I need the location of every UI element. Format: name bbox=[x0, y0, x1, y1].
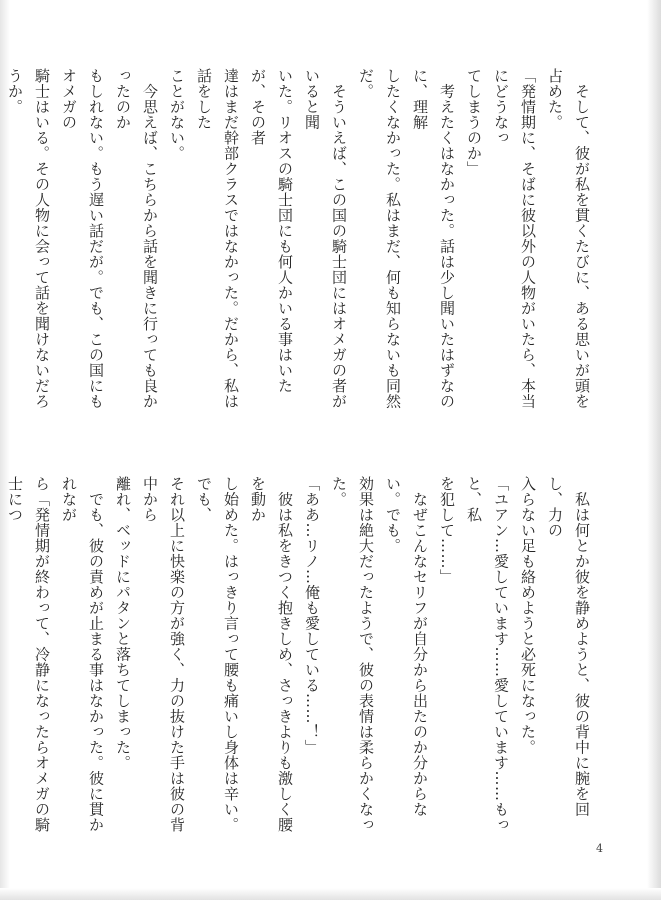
text-line: てしまうのか」 bbox=[465, 68, 483, 177]
text-line: 今思えば、こちらから話を聞きに行っても良かったのか bbox=[114, 68, 159, 409]
text-line: 「ユアン…愛しています……愛しています……もっと、私 bbox=[465, 476, 510, 833]
text-line: でも、彼の責めが止まる事はなかった。彼に貫かれなが bbox=[60, 476, 105, 833]
text-line: それ以上に快楽の方が強く、力の抜けた手は彼の背中から bbox=[141, 476, 186, 833]
text-line: もしれない。もう遅い話だが。でも、この国にもオメガの bbox=[60, 68, 105, 409]
text-line: 離れ、ベッドにパタンと落ちてしまった。 bbox=[114, 476, 132, 771]
text-line: 彼は私をきつく抱きしめ、さっきよりも激しく腰を動か bbox=[249, 476, 294, 833]
text-line: そういえば、この国の騎士団にはオメガの者がいると聞 bbox=[303, 68, 348, 409]
text-line: いた。リオスの騎士団にも何人かいる事はいたが、その者 bbox=[249, 68, 294, 394]
top-text-block bbox=[6, 68, 595, 420]
text-line: 達はまだ幹部クラスではなかった。だから、私は話をした bbox=[195, 68, 240, 409]
text-line: 私は何とか彼を静めようと、彼の背中に腕を回し、力の bbox=[546, 476, 591, 817]
text-line: 入らない足も絡めようと必死になった。 bbox=[519, 476, 537, 755]
text-line: なぜこんなセリフが自分から出たのか分からない。でも。 bbox=[384, 476, 429, 817]
page-number: 4 bbox=[596, 842, 603, 855]
text-line bbox=[0, 476, 1, 836]
text-line: し始めた。はっきり言って腰も痛いし身体は辛い。でも、 bbox=[195, 476, 240, 833]
page-shadow-right bbox=[647, 0, 661, 900]
text-line: そして、彼が私を貫くたびに、ある思いが頭を占めた。 bbox=[546, 68, 591, 409]
text-line: 「ああ…リノ…俺も愛している……！」 bbox=[303, 476, 321, 755]
text-line: したくなかった。私はまだ、何も知らないも同然だ。 bbox=[357, 68, 402, 409]
text-line: 「発情期に、そばに彼以外の人物がいたら、本当にどうなっ bbox=[492, 68, 537, 409]
text-line: ことがない。 bbox=[168, 68, 186, 161]
bottom-text-block bbox=[6, 476, 595, 836]
text-line: 考えたくはなかった。話は少し聞いたはずなのに、理解 bbox=[411, 68, 456, 409]
text-line: ら「発情期が終わって、冷静になったらオメガの騎士につ bbox=[6, 476, 51, 833]
text-line: 効果は絶大だったようで、彼の表情は柔らかくなった。 bbox=[330, 476, 375, 833]
text-line bbox=[0, 68, 1, 420]
text-line: を犯して……」 bbox=[438, 476, 456, 585]
text-line: 騎士はいる。その人物に会って話を聞けないだろうか。 bbox=[6, 68, 51, 409]
page-shadow-bottom bbox=[0, 888, 661, 900]
